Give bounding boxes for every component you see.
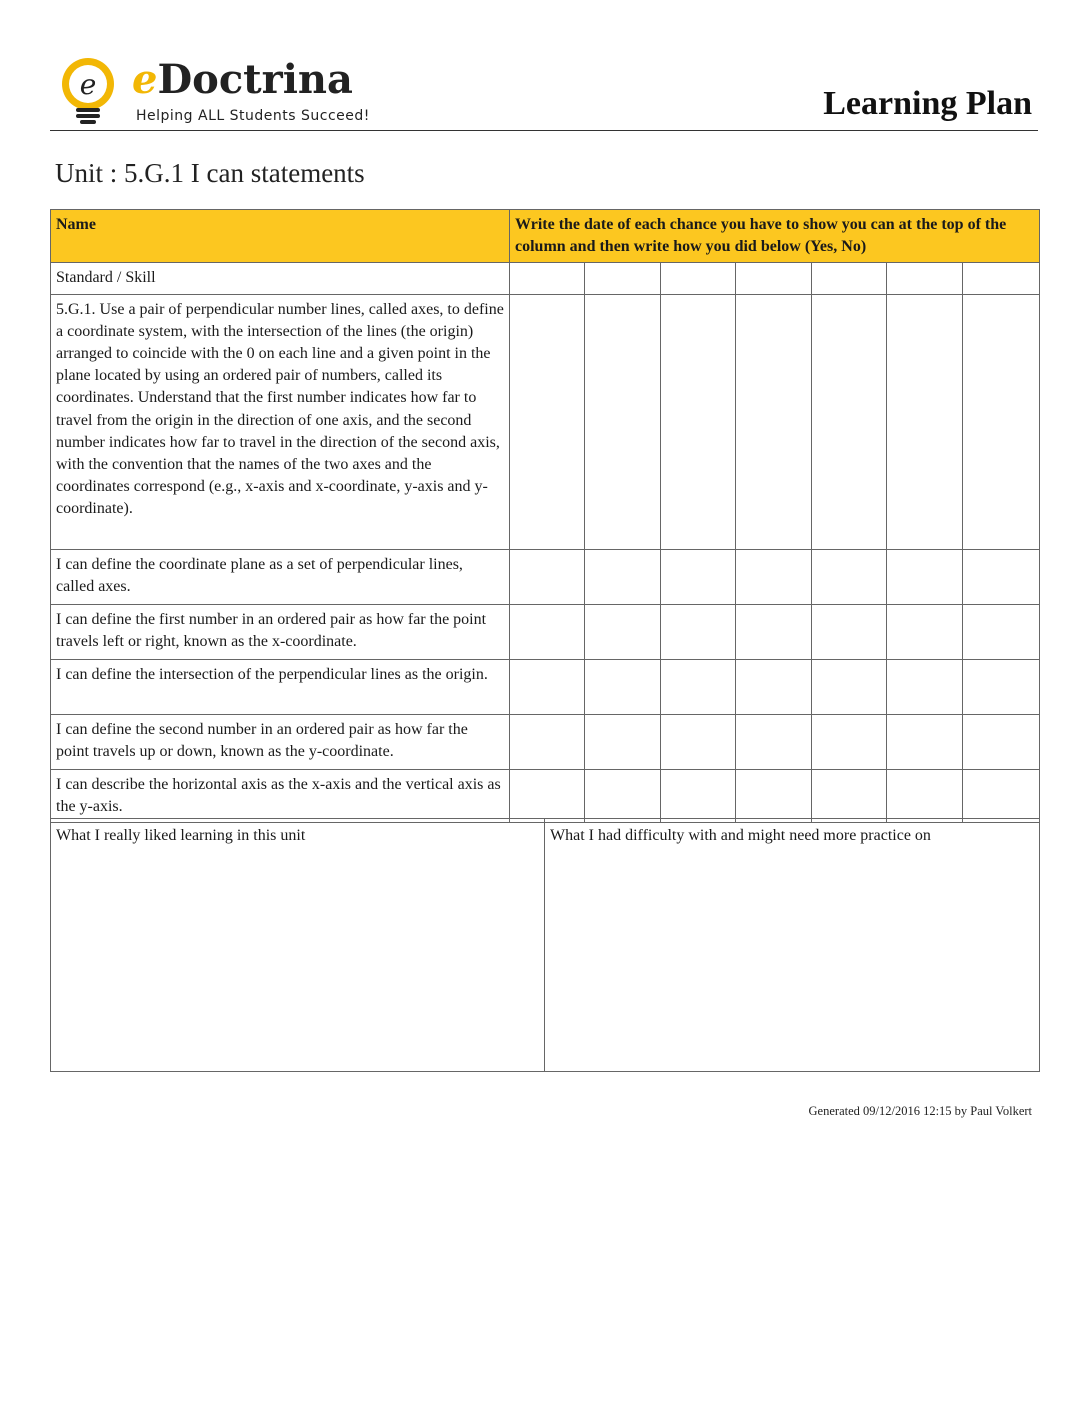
result-cell[interactable] (736, 294, 812, 549)
result-cell[interactable] (812, 769, 887, 822)
result-cell[interactable] (812, 714, 887, 769)
date-cell[interactable] (736, 263, 812, 294)
page-header (50, 50, 1038, 131)
difficulty-box[interactable]: What I had difficulty with and might need more practice on (545, 819, 1040, 1072)
result-cell[interactable] (736, 659, 812, 714)
result-cell[interactable] (585, 769, 661, 822)
standard-row (51, 263, 1040, 294)
result-cell[interactable] (510, 549, 585, 604)
result-cell[interactable] (887, 659, 963, 714)
svg-text:e: e (79, 68, 97, 101)
table-row (51, 549, 1040, 604)
result-cell[interactable] (812, 604, 887, 659)
result-cell[interactable] (812, 659, 887, 714)
table-row (51, 294, 1040, 549)
result-cell[interactable] (887, 294, 963, 549)
result-cell[interactable] (510, 769, 585, 822)
result-cell[interactable] (585, 659, 661, 714)
result-cell[interactable] (585, 549, 661, 604)
instructions-header: Write the date of each chance you have to show you can at the top of the column and then write how you did below (Yes, No) (510, 210, 1040, 263)
result-cell[interactable] (585, 294, 661, 549)
page-title: Learning Plan (823, 85, 1032, 122)
result-cell[interactable] (510, 294, 585, 549)
result-cell[interactable] (661, 659, 736, 714)
date-cell[interactable] (887, 263, 963, 294)
table-row (51, 714, 1040, 769)
result-cell[interactable] (585, 604, 661, 659)
result-cell[interactable] (963, 659, 1040, 714)
name-header: Name (51, 210, 510, 263)
unit-title: Unit : 5.G.1 I can statements (55, 158, 365, 188)
result-cell[interactable] (661, 604, 736, 659)
result-cell[interactable] (963, 769, 1040, 822)
result-cell[interactable] (510, 659, 585, 714)
statement-text: I can define the first number in an ordered pair as how far the point travels left or right, known as the x-coordinate. (51, 604, 510, 659)
logo-wordmark: eDoctrina (132, 56, 353, 103)
result-cell[interactable] (963, 549, 1040, 604)
generated-footer: Generated 09/12/2016 12:15 by Paul Volkert (808, 1104, 1032, 1118)
edoctrina-logo (54, 54, 374, 126)
standard-text: 5.G.1. Use a pair of perpendicular number lines, called axes, to define a coordinate system, with the intersection of the lines (the origin) arranged to coincide with the 0 on each line and a given point in the plane located by using an ordered pair of numbers, called its coordinates. Understand that the first number indicates how far to travel from the origin in the direction of one axis, and the second number indicates how far to travel in the direction of the second axis, with the convention that the names of the two axes and the coordinates correspond (e.g., x-axis and x-coordinate, y-axis and y-coordinate). (51, 294, 510, 549)
date-cell[interactable] (510, 263, 585, 294)
result-cell[interactable] (887, 549, 963, 604)
table-row (51, 769, 1040, 822)
result-cell[interactable] (812, 294, 887, 549)
result-cell[interactable] (963, 294, 1040, 549)
lightbulb-icon (54, 54, 126, 126)
result-cell[interactable] (510, 714, 585, 769)
result-cell[interactable] (510, 604, 585, 659)
result-cell[interactable] (963, 604, 1040, 659)
date-cell[interactable] (812, 263, 887, 294)
result-cell[interactable] (585, 714, 661, 769)
result-cell[interactable] (661, 714, 736, 769)
result-cell[interactable] (736, 604, 812, 659)
result-cell[interactable] (736, 714, 812, 769)
result-cell[interactable] (736, 549, 812, 604)
result-cell[interactable] (887, 604, 963, 659)
liked-learning-box[interactable]: What I really liked learning in this unit (51, 819, 545, 1072)
learning-plan-table (50, 209, 1040, 823)
result-cell[interactable] (736, 769, 812, 822)
result-cell[interactable] (661, 549, 736, 604)
statement-text: I can define the intersection of the perpendicular lines as the origin. (51, 659, 510, 714)
table-row (51, 659, 1040, 714)
table-header-row (51, 210, 1040, 263)
table-row (51, 604, 1040, 659)
date-cell[interactable] (585, 263, 661, 294)
result-cell[interactable] (963, 714, 1040, 769)
result-cell[interactable] (887, 769, 963, 822)
result-cell[interactable] (812, 549, 887, 604)
standard-skill-label: Standard / Skill (51, 263, 510, 294)
result-cell[interactable] (887, 714, 963, 769)
result-cell[interactable] (661, 769, 736, 822)
result-cell[interactable] (661, 294, 736, 549)
statement-text: I can define the second number in an ordered pair as how far the point travels up or down, known as the y-coordinate. (51, 714, 510, 769)
date-cell[interactable] (963, 263, 1040, 294)
statement-text: I can describe the horizontal axis as the x-axis and the vertical axis as the y-axis. (51, 769, 510, 822)
statement-text: I can define the coordinate plane as a set of perpendicular lines, called axes. (51, 549, 510, 604)
reflection-table (50, 818, 1040, 1072)
logo-tagline: Helping ALL Students Succeed! (136, 108, 370, 124)
date-cell[interactable] (661, 263, 736, 294)
